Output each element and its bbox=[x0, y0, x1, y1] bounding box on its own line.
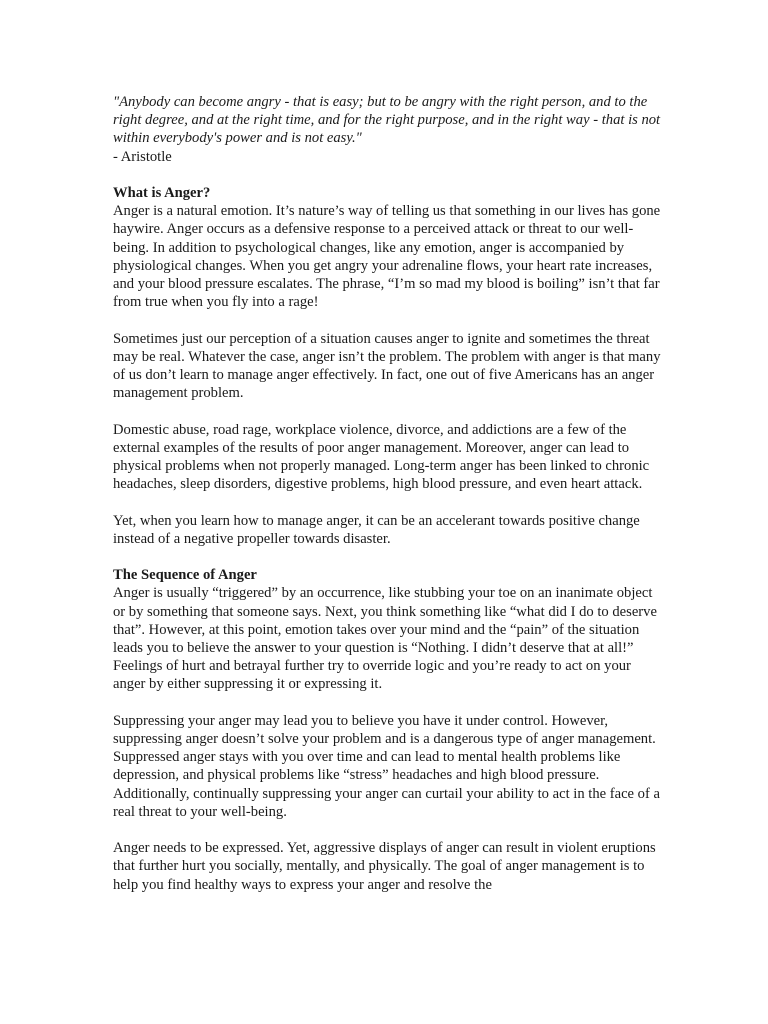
section-what-is-anger bbox=[113, 184, 665, 548]
paragraph: Anger needs to be expressed. Yet, aggressive displays of anger can result in violent eruptions that further hurt you socially, mentally, and physically. The goal of anger management is to help you find healthy ways to express your anger and resolve the bbox=[113, 840, 656, 893]
paragraph: Sometimes just our perception of a situation causes anger to ignite and sometimes the threat may be real. Whatever the case, anger isn’t the problem. The problem with anger is that many of us don’t learn to manage anger effectively. In fact, one out of five Americans has an anger management problem. bbox=[113, 330, 661, 402]
section-heading: What is Anger? bbox=[113, 185, 211, 201]
paragraph: Yet, when you learn how to manage anger, it can be an accelerant towards positive change instead of a negative propeller towards disaster. bbox=[113, 512, 640, 547]
section-sequence-of-anger bbox=[113, 566, 665, 894]
document-body bbox=[113, 93, 665, 912]
paragraph: Suppressing your anger may lead you to believe you have it under control. However, suppressing anger doesn’t solve your problem and is a dangerous type of anger management. Suppressed anger stays with you over time and can lead to mental health problems like depression, and physical problems like “stress” headaches and high blood pressure. Additionally, continually suppressing your anger can curtail your ability to act in the face of a real threat to your well-being. bbox=[113, 712, 660, 820]
section-heading: The Sequence of Anger bbox=[113, 567, 257, 584]
paragraph: Domestic abuse, road rage, workplace violence, divorce, and addictions are a few of the external examples of the results of poor anger management. Moreover, anger can lead to physical problems when not properly managed. Long-term anger has been linked to chronic headaches, sleep disorders, digestive problems, high blood pressure, and even heart attack. bbox=[113, 421, 650, 493]
epigraph bbox=[113, 93, 665, 166]
quote-attribution: - Aristotle bbox=[113, 148, 172, 165]
paragraph: Anger is a natural emotion. It’s nature’s way of telling us that something in our lives has gone haywire. Anger occurs as a defensive response to a perceived attack or threat to our well-being. In addition to psychological changes, like any emotion, anger is accompanied by physiological changes. When you get angry your adrenaline flows, your heart rate increases, and your blood pressure escalates. The phrase, “I’m so mad my blood is boiling” isn’t that far from true when you fly into a rage! bbox=[113, 203, 661, 311]
aristotle-quote: "Anybody can become angry - that is easy; but to be angry with the right person, and to the right degree, and at the right time, and for the right purpose, and in the right way - that is not within everybody's power and is not easy." bbox=[113, 94, 661, 147]
paragraph: Anger is usually “triggered” by an occurrence, like stubbing your toe on an inanimate object or by something that someone says. Next, you think something like “what did I do to deserve that”. However, at this point, emotion takes over your mind and the “pain” of the situation leads you to believe the answer to your question is “Nothing. I didn’t deserve that at all!” Feelings of hurt and betrayal further try to override logic and you’re ready to act on your anger by either suppressing it or expressing it. bbox=[113, 585, 657, 693]
